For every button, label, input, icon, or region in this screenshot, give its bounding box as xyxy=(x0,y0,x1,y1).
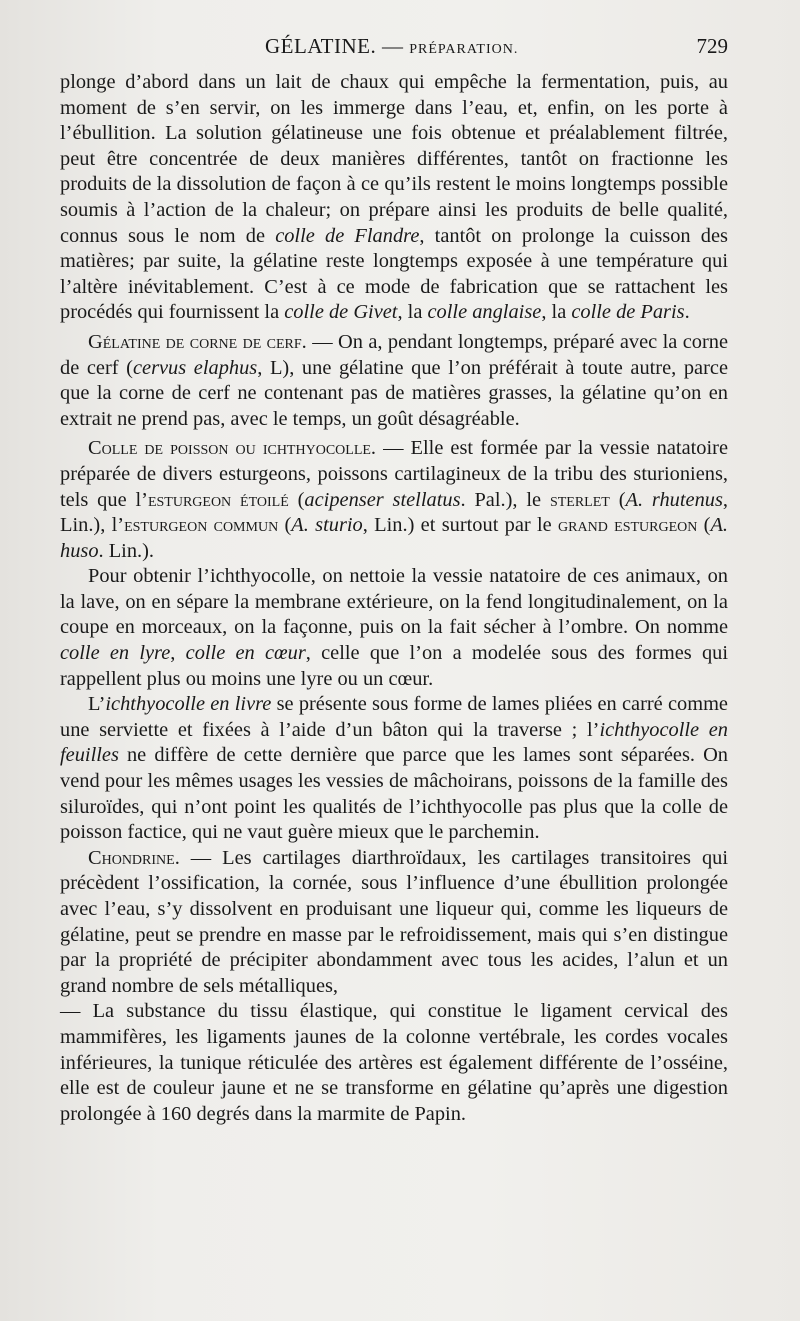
running-title xyxy=(265,34,518,59)
text: , xyxy=(170,642,186,665)
text: , tantôt on prolonge la cuisson des matières; par suite, la gélatine reste longtemps exposée à une température qui l’altère inévitablement. C’est à ce mode de fabrication que se rattachent les procédés qui fournissent la xyxy=(60,224,728,324)
italic-term: colle en cœur xyxy=(185,642,306,665)
text: , Lin.), l’ xyxy=(60,488,729,537)
section-heading: Gélatine de corne de cerf. xyxy=(88,330,307,353)
italic-term: colle de Flandre xyxy=(275,224,420,247)
page-body xyxy=(60,70,728,1127)
text: , la xyxy=(541,301,572,324)
text: — La substance du tissu élastique, qui constitue le ligament cervical des mammifères, les ligaments jaunes de la colonne vertébrale, les cordes vocales inférieures, la tunique réticulée des artères est également différente de l’osséine, elle est de couleur jaune et ne se transforme en gélatine qu’après une digestion prolongée à 160 degrés dans la marmite de Papin. xyxy=(60,1000,728,1125)
text: , la xyxy=(397,301,428,324)
header-subtitle: PRÉPARATION. xyxy=(409,42,519,57)
italic-term: acipenser stellatus xyxy=(304,488,461,511)
text: ( xyxy=(609,488,626,511)
italic-term: cervus elaphus xyxy=(132,356,258,379)
text: . Lin.). xyxy=(98,539,155,562)
page-number: 729 xyxy=(696,34,728,58)
text: . Pal.), le xyxy=(460,488,550,511)
text: se présente sous forme de lames pliées en carré comme une serviette et fixées à l’aide d’un bâton qui la traverse ; l’ xyxy=(60,693,728,741)
paragraph-5 xyxy=(60,692,728,846)
paragraph-1 xyxy=(60,70,728,326)
text: — On a, pendant longtemps, préparé avec la corne de cerf ( xyxy=(60,330,729,379)
species-name: grand esturgeon xyxy=(558,514,698,537)
italic-term: colle de Givet xyxy=(284,301,398,324)
italic-term: colle en lyre xyxy=(60,642,171,665)
italic-term: A. huso xyxy=(60,514,729,562)
header-title: GÉLATINE. xyxy=(265,34,377,58)
italic-term: colle anglaise xyxy=(427,301,542,324)
text: — Elle est formée par la vessie natatoire préparée de divers esturgeons, poissons cartilagineux de la tribu des sturioniens, tels que l’ xyxy=(60,437,729,511)
section-heading: Chondrine. xyxy=(88,846,180,869)
paragraph-6 xyxy=(60,846,728,1000)
species-name: esturgeon étoilé xyxy=(147,488,289,511)
text: ( xyxy=(697,514,711,537)
text: , L), une gélatine que l’on préférait à toute autre, parce que la corne de cerf ne contenant pas de matières grasses, la gélatine qu’on en extrait ne prend pas, avec le temps, un goût désagréable. xyxy=(60,356,729,430)
text: , Lin.) et surtout par le xyxy=(362,514,559,537)
paragraph-7 xyxy=(60,999,728,1127)
text: ne diffère de cette dernière que parce que les lames sont séparées. On vend pour les mêmes usages les vessies de mâchoirans, poissons de la famille des siluroïdes, qui n’ont point les qualités de l’ichthyocolle pas plus que la colle de poisson factice, qui ne vaut guère mieux que le parchemin. xyxy=(60,744,728,844)
text: ( xyxy=(278,514,292,537)
paragraph-2 xyxy=(60,330,728,432)
italic-term: A. sturio xyxy=(291,514,363,537)
italic-term: ichthyocolle en livre xyxy=(105,693,272,716)
text: plonge d’abord dans un lait de chaux qui empêche la fermentation, puis, au moment de s’en servir, on les immerge dans l’eau, et, enfin, on les porte à l’ébullition. La solution gélatineuse une fois obtenue et préalablement filtrée, peut être concentrée de deux manières différentes, tantôt on fractionne les produits de la dissolution de façon à ce qu’ils restent le moins longtemps possible soumis à l’action de la chaleur; on prépare ainsi les produits de belle qualité, connus sous le nom de xyxy=(60,71,728,247)
paragraph-4 xyxy=(60,564,728,692)
header-dash: — xyxy=(376,34,410,58)
text: Pour obtenir l’ichthyocolle, on nettoie la vessie natatoire de ces animaux, on la lave, on en sépare la membrane extérieure, on la fend longitudinalement, on la coupe en morceaux, on la façonne, puis on la fait sécher à l’ombre. On nomme xyxy=(60,565,728,639)
text: — Les cartilages diarthroïdaux, les cartilages transitoires qui précèdent l’ossification, la cornée, sous l’influence d’une ébullition prolongée avec l’eau, s’y dissolvent en produisant une liqueur qui, comme les liqueurs de gélatine, peut se prendre en masse par le refroidissement, mais qui s’en distingue par la propriété de précipiter abondamment avec tous les acides, l’alun et un grand nombre de sels métalliques, xyxy=(60,846,728,997)
paragraph-3 xyxy=(60,436,728,564)
text: ( xyxy=(288,488,305,511)
italic-term: ichthyocolle en feuilles xyxy=(60,718,728,767)
running-header xyxy=(60,34,728,62)
section-heading: Colle de poisson ou ichthyocolle. xyxy=(88,437,377,460)
species-name: esturgeon commun xyxy=(124,514,279,537)
species-name: sterlet xyxy=(549,488,610,511)
italic-term: colle de Paris xyxy=(571,301,685,324)
text: L’ xyxy=(88,693,106,716)
text: . xyxy=(684,301,690,324)
text: , celle que l’on a modelée sous des formes qui rappellent plus ou moins une lyre ou un cœur. xyxy=(60,642,729,690)
italic-term: A. rhutenus xyxy=(625,488,723,511)
